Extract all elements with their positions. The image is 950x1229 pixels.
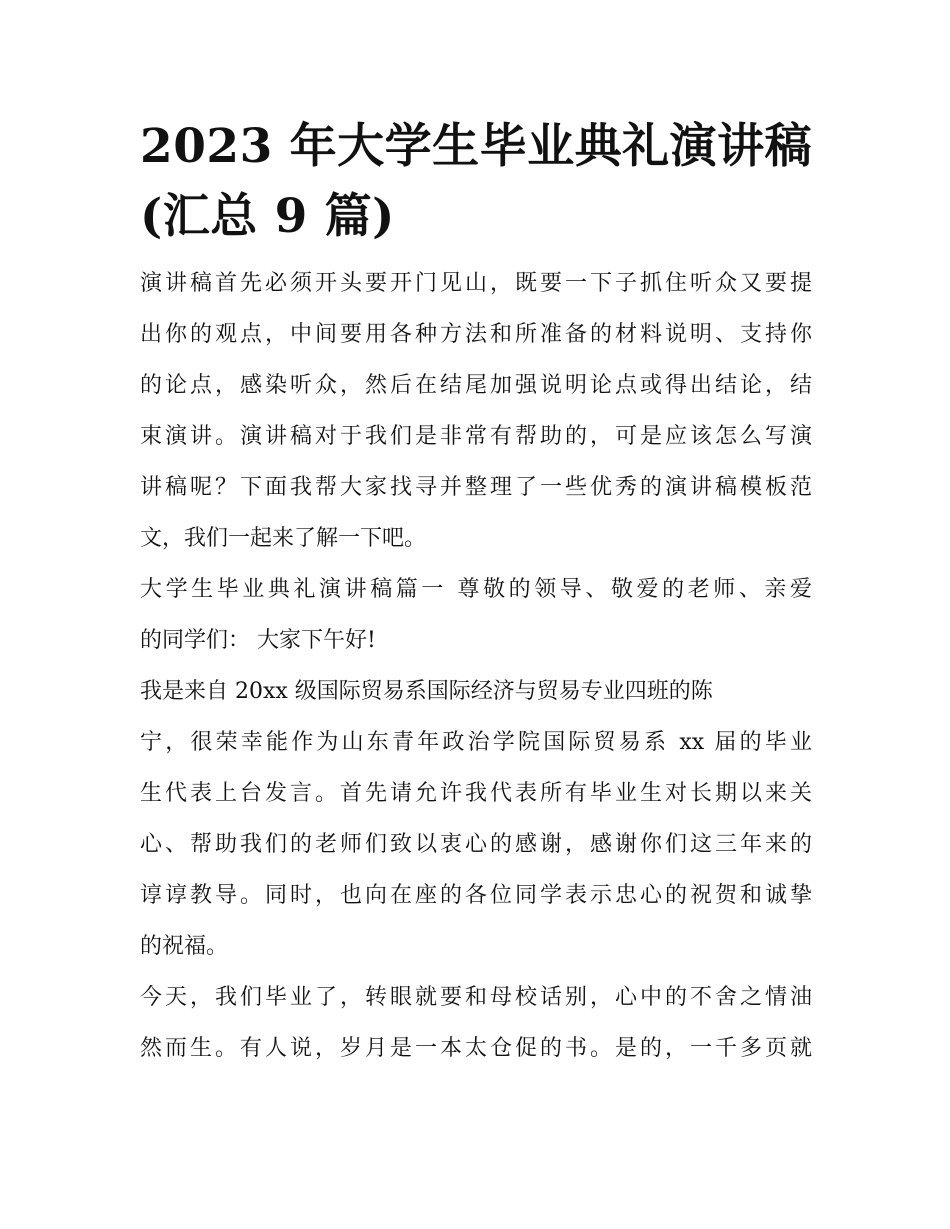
paragraph-line: 谆谆教导。同时，也向在座的各位同学表示忠心的祝贺和诚挚 [140,883,812,908]
document-page [140,112,812,1074]
paragraph-line: 的论点，感染听众，然后在结尾加强说明论点或得出结论，结 [140,373,812,398]
paragraph-line: 的同学们： 大家下午好! [140,628,376,653]
paragraph-line: 束演讲。演讲稿对于我们是非常有帮助的，可是应该怎么写演 [140,424,812,449]
paragraph-line: 宁，很荣幸能作为山东青年政治学院国际贸易系 xx 届的毕业 [140,730,812,755]
paragraph-line: 文，我们一起来了解一下吧。 [140,526,427,551]
paragraph-line: 今天，我们毕业了，转眼就要和母校话别，心中的不舍之情油 [140,985,812,1010]
title-line-1: 2023 年大学生毕业典礼演讲稿 [140,119,813,174]
paragraph-line: 生代表上台发言。首先请允许我代表所有毕业生对长期以来关 [140,781,812,806]
paragraph-line: 然而生。有人说，岁月是一本太仓促的书。是的，一千多页就 [140,1036,812,1061]
paragraph-line: 心、帮助我们的老师们致以衷心的感谢，感谢你们这三年来的 [140,832,812,857]
document-title [140,112,812,252]
paragraph-speaker-intro [140,666,812,972]
paragraph-greeting [140,564,812,666]
paragraph-line: 大学生毕业典礼演讲稿篇一 尊敬的领导、敬爱的老师、亲爱 [140,577,812,602]
paragraph-line: 讲稿呢？下面我帮大家找寻并整理了一些优秀的演讲稿模板范 [140,475,812,500]
paragraph-line: 我是来自 20xx 级国际贸易系国际经济与贸易专业四班的陈 [140,679,713,704]
title-line-2: (汇总 9 篇) [140,189,395,244]
paragraph-line: 的祝福。 [140,934,229,959]
paragraph-line: 出你的观点，中间要用各种方法和所准备的材料说明、支持你 [140,322,812,347]
paragraph-farewell [140,972,812,1074]
paragraph-line: 演讲稿首先必须开头要开门见山，既要一下子抓住听众又要提 [140,271,812,296]
paragraph-intro [140,258,812,564]
